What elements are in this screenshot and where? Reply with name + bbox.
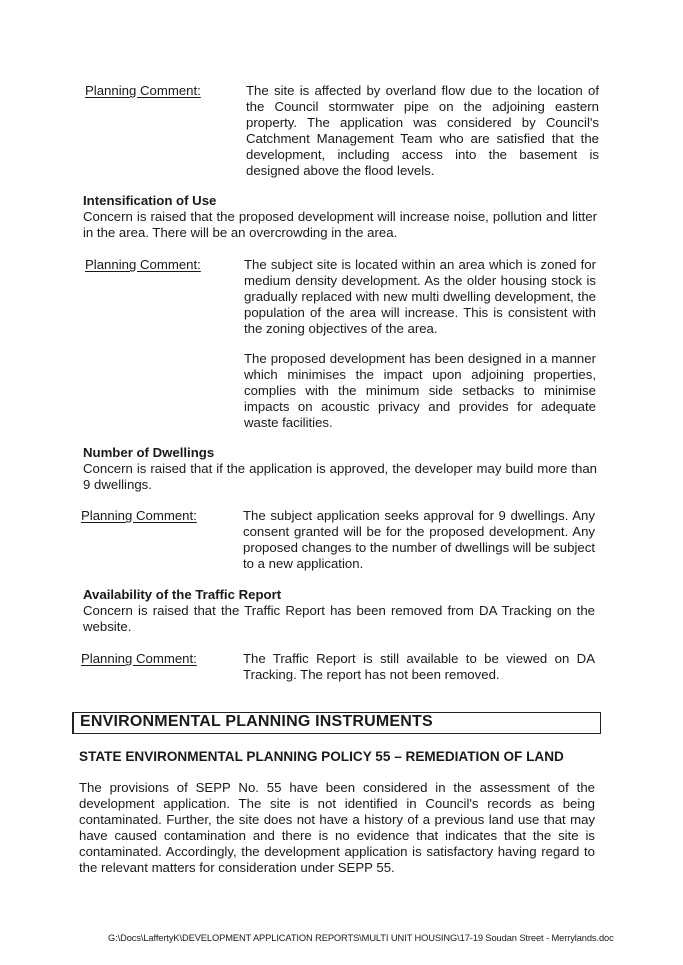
- section-heading-box: [72, 712, 601, 734]
- planning-comment-text: [243, 508, 595, 572]
- policy-body-text: The provisions of SEPP No. 55 have been considered in the assessment of the development application. The site is not identified in Council's records as being contaminated. Further, the site does not have a history of a previous land use that may have caused contamination and there is no evidence that indicates that the site is contaminated. Accordingly, the development application is satisfactory having regard to the relevant matters for consideration under SEPP 55.: [79, 780, 595, 875]
- planning-comment-text: [246, 83, 599, 179]
- planning-comment-label: Planning Comment:: [81, 651, 197, 666]
- planning-comment-label: Planning Comment:: [85, 257, 201, 272]
- comment-paragraph: The proposed development has been designed in a manner which minimises the impact upon adjoining properties, complies with the minimum side setbacks to minimise impacts on acoustic privacy and provides for adequate waste facilities.: [244, 351, 596, 430]
- planning-comment-text: [244, 257, 596, 431]
- section-title: ENVIRONMENTAL PLANNING INSTRUMENTS: [80, 713, 433, 730]
- concern-text: Concern is raised that the proposed development will increase noise, pollution and litter in the area. There will be an overcrowding in the area.: [83, 209, 597, 240]
- comment-paragraph: The subject application seeks approval for 9 dwellings. Any consent granted will be for the proposed development. Any proposed changes to the number of dwellings will be subject to a new application.: [243, 508, 595, 571]
- policy-subheading: STATE ENVIRONMENTAL PLANNING POLICY 55 – REMEDIATION OF LAND: [79, 749, 564, 764]
- comment-paragraph: The subject site is located within an area which is zoned for medium density development. As the older housing stock is gradually replaced with new multi dwelling development, the population of the area will increase. This is consistent with the zoning objectives of the area.: [244, 257, 596, 336]
- concern-text: Concern is raised that if the application is approved, the developer may build more than 9 dwellings.: [83, 461, 597, 492]
- planning-comment-label: Planning Comment:: [85, 83, 201, 98]
- concern-heading: Availability of the Traffic Report: [83, 587, 282, 602]
- planning-comment-text: [243, 651, 595, 683]
- file-path-footer: G:\Docs\LaffertyK\DEVELOPMENT APPLICATION REPORTS\MULTI UNIT HOUSING\17-19 Soudan Street - Merrylands.doc: [108, 933, 614, 943]
- planning-comment-label: Planning Comment:: [81, 508, 197, 523]
- concern-heading: Number of Dwellings: [83, 445, 215, 460]
- concern-heading: Intensification of Use: [83, 193, 217, 208]
- comment-paragraph: The site is affected by overland flow due to the location of the Council stormwater pipe on the adjoining eastern property. The application was considered by Council's Catchment Management Team who are satisfied that the development, including access into the basement is designed above the flood levels.: [246, 83, 599, 178]
- comment-paragraph: The Traffic Report is still available to be viewed on DA Tracking. The report has not been removed.: [243, 651, 595, 682]
- concern-text: Concern is raised that the Traffic Report has been removed from DA Tracking on the website.: [83, 603, 595, 634]
